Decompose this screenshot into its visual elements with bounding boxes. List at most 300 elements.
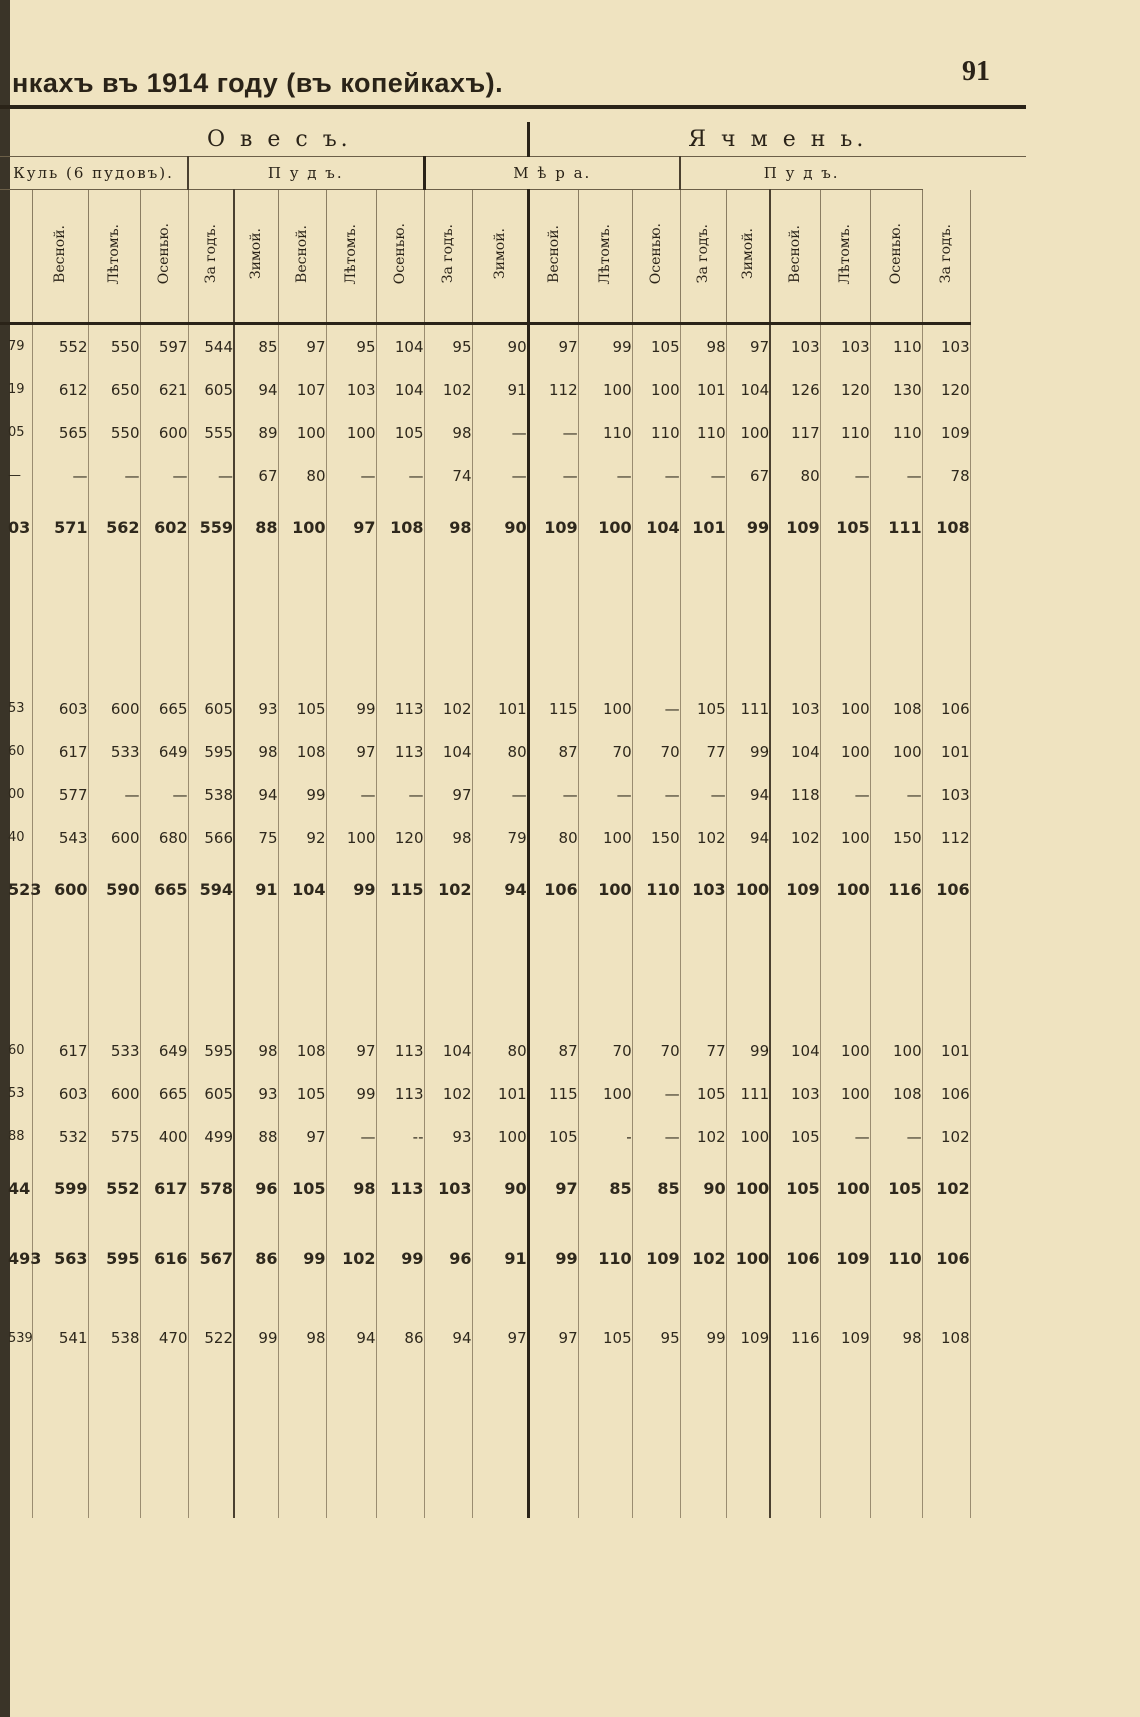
price-cell: — bbox=[326, 454, 376, 497]
price-cell: 110 bbox=[870, 324, 922, 369]
price-cell: 74 bbox=[424, 454, 472, 497]
price-cell bbox=[278, 1378, 326, 1518]
season-label: Осенью. bbox=[888, 223, 905, 285]
price-cell: 565 bbox=[32, 411, 88, 454]
price-cell: 567 bbox=[188, 1218, 234, 1298]
price-cell: 105 bbox=[820, 497, 870, 557]
price-cell: 599 bbox=[32, 1158, 88, 1218]
price-cell: 99 bbox=[326, 687, 376, 730]
price-cell bbox=[32, 1378, 88, 1518]
price-cell: 109 bbox=[726, 1298, 770, 1378]
price-cell bbox=[376, 557, 424, 687]
price-cell: 595 bbox=[188, 730, 234, 773]
price-cell: 603 bbox=[32, 1072, 88, 1115]
season-header bbox=[820, 190, 870, 324]
price-cell: 93 bbox=[234, 1072, 278, 1115]
price-cell: 104 bbox=[726, 368, 770, 411]
price-cell: 94 bbox=[326, 1298, 376, 1378]
price-cell bbox=[278, 919, 326, 1029]
price-cell: 100 bbox=[870, 1029, 922, 1072]
row-label-fragment: 79 bbox=[0, 324, 32, 369]
price-cell: 98 bbox=[870, 1298, 922, 1378]
price-cell: 649 bbox=[140, 730, 188, 773]
price-cell: 130 bbox=[870, 368, 922, 411]
season-label: Осенью. bbox=[392, 223, 408, 285]
price-cell: 115 bbox=[528, 1072, 578, 1115]
price-cell: 110 bbox=[632, 859, 680, 919]
price-cell: 101 bbox=[922, 730, 970, 773]
price-cell: 98 bbox=[326, 1158, 376, 1218]
price-cell: — bbox=[632, 773, 680, 816]
row-label-fragment: 05 bbox=[0, 411, 32, 454]
price-cell bbox=[820, 1378, 870, 1518]
price-cell bbox=[140, 557, 188, 687]
top-rule bbox=[0, 105, 1026, 109]
price-cell: 108 bbox=[922, 497, 970, 557]
price-cell: 113 bbox=[376, 1158, 424, 1218]
price-cell bbox=[726, 1378, 770, 1518]
row-label-fragment: 53 bbox=[0, 687, 32, 730]
price-cell: 80 bbox=[528, 816, 578, 859]
price-cell: 650 bbox=[88, 368, 140, 411]
price-cell: 605 bbox=[188, 368, 234, 411]
price-cell: 665 bbox=[140, 1072, 188, 1115]
price-cell: 97 bbox=[472, 1298, 528, 1378]
season-label: Зимой. bbox=[491, 228, 508, 280]
price-cell: 110 bbox=[870, 1218, 922, 1298]
row-label-fragment bbox=[0, 557, 32, 687]
price-cell: 103 bbox=[680, 859, 726, 919]
price-cell: 550 bbox=[88, 324, 140, 369]
season-label: За годъ. bbox=[202, 224, 219, 284]
price-cell: 75 bbox=[234, 816, 278, 859]
season-label: Осенью. bbox=[648, 223, 665, 285]
price-cell: 605 bbox=[188, 687, 234, 730]
table-row bbox=[0, 324, 1026, 369]
season-header bbox=[632, 190, 680, 324]
price-cell bbox=[632, 557, 680, 687]
price-cell: 98 bbox=[680, 324, 726, 369]
unit-header-row bbox=[0, 157, 1026, 190]
price-cell: — bbox=[578, 773, 632, 816]
price-cell: 97 bbox=[424, 773, 472, 816]
price-cell: 80 bbox=[472, 730, 528, 773]
price-cell: 77 bbox=[680, 1029, 726, 1072]
price-cell: 85 bbox=[234, 324, 278, 369]
price-cell: 100 bbox=[578, 687, 632, 730]
price-cell: 98 bbox=[234, 730, 278, 773]
price-cell: 103 bbox=[922, 773, 970, 816]
price-cell: — bbox=[680, 454, 726, 497]
price-cell bbox=[424, 919, 472, 1029]
price-cell: 113 bbox=[376, 1029, 424, 1072]
price-cell: 555 bbox=[188, 411, 234, 454]
price-cell: 100 bbox=[726, 1115, 770, 1158]
row-label-fragment: 88 bbox=[0, 1115, 32, 1158]
price-cell: — bbox=[88, 773, 140, 816]
price-cell: 70 bbox=[632, 1029, 680, 1072]
price-cell: 80 bbox=[770, 454, 820, 497]
table-row bbox=[0, 1158, 1026, 1218]
price-cell: 108 bbox=[870, 687, 922, 730]
price-cell: 99 bbox=[278, 1218, 326, 1298]
season-header bbox=[870, 190, 922, 324]
price-cell: 67 bbox=[234, 454, 278, 497]
table-row bbox=[0, 557, 1026, 687]
price-cell bbox=[820, 557, 870, 687]
price-cell: — bbox=[140, 773, 188, 816]
price-cell: 113 bbox=[376, 730, 424, 773]
price-cell: 102 bbox=[770, 816, 820, 859]
price-cell: 600 bbox=[32, 859, 88, 919]
season-header bbox=[326, 190, 376, 324]
price-cell bbox=[528, 557, 578, 687]
unit-header: П у д ъ. bbox=[680, 157, 922, 190]
price-cell: 100 bbox=[726, 859, 770, 919]
price-cell: 90 bbox=[472, 324, 528, 369]
price-cell: — bbox=[870, 773, 922, 816]
price-cell: — bbox=[326, 1115, 376, 1158]
price-cell: 94 bbox=[234, 368, 278, 411]
price-cell: 97 bbox=[326, 1029, 376, 1072]
price-cell: 100 bbox=[578, 368, 632, 411]
table-row bbox=[0, 454, 1026, 497]
price-cell: — bbox=[820, 773, 870, 816]
price-cell bbox=[922, 919, 970, 1029]
price-cell: 102 bbox=[326, 1218, 376, 1298]
price-cell bbox=[278, 557, 326, 687]
unit-header: П у д ъ. bbox=[188, 157, 424, 190]
season-header bbox=[188, 190, 234, 324]
price-cell: 115 bbox=[528, 687, 578, 730]
price-cell: 118 bbox=[770, 773, 820, 816]
season-label: За годъ. bbox=[440, 224, 456, 284]
table-row bbox=[0, 816, 1026, 859]
price-cell: — bbox=[528, 773, 578, 816]
table-row bbox=[0, 368, 1026, 411]
price-cell: 90 bbox=[680, 1158, 726, 1218]
price-cell bbox=[188, 919, 234, 1029]
price-cell: 102 bbox=[424, 1072, 472, 1115]
season-header bbox=[680, 190, 726, 324]
row-label-fragment: 523 bbox=[0, 859, 32, 919]
row-label-fragment: 40 bbox=[0, 816, 32, 859]
price-cell: 108 bbox=[278, 1029, 326, 1072]
price-cell: 98 bbox=[424, 816, 472, 859]
price-cell: 87 bbox=[528, 730, 578, 773]
price-cell: 100 bbox=[820, 1029, 870, 1072]
price-cell: 94 bbox=[726, 816, 770, 859]
price-cell bbox=[472, 919, 528, 1029]
price-cell: 100 bbox=[726, 1218, 770, 1298]
price-cell: 665 bbox=[140, 859, 188, 919]
price-cell bbox=[376, 919, 424, 1029]
price-cell: 543 bbox=[32, 816, 88, 859]
price-cell: 105 bbox=[528, 1115, 578, 1158]
price-cell bbox=[32, 919, 88, 1029]
price-cell: 97 bbox=[528, 324, 578, 369]
price-cell: — bbox=[578, 454, 632, 497]
price-cell: 594 bbox=[188, 859, 234, 919]
price-cell: 590 bbox=[88, 859, 140, 919]
price-cell: 112 bbox=[528, 368, 578, 411]
price-cell: 105 bbox=[578, 1298, 632, 1378]
price-cell: — bbox=[870, 454, 922, 497]
price-cell: 100 bbox=[278, 411, 326, 454]
price-cell: 101 bbox=[680, 368, 726, 411]
price-cell: 120 bbox=[376, 816, 424, 859]
price-cell: 550 bbox=[88, 411, 140, 454]
table-row bbox=[0, 1115, 1026, 1158]
price-cell: 108 bbox=[376, 497, 424, 557]
season-label: Весной. bbox=[545, 225, 562, 283]
price-cell: 102 bbox=[424, 859, 472, 919]
price-cell: 111 bbox=[870, 497, 922, 557]
price-cell: 109 bbox=[770, 859, 820, 919]
price-cell: — bbox=[32, 454, 88, 497]
table-row bbox=[0, 919, 1026, 1029]
running-title: нкахъ въ 1914 году (въ копейкахъ). bbox=[12, 68, 504, 98]
table-row bbox=[0, 1072, 1026, 1115]
price-cell: 100 bbox=[870, 730, 922, 773]
price-cell: — bbox=[820, 454, 870, 497]
price-cell bbox=[680, 1378, 726, 1518]
price-cell: 107 bbox=[278, 368, 326, 411]
price-cell: 538 bbox=[88, 1298, 140, 1378]
price-cell: 94 bbox=[424, 1298, 472, 1378]
price-cell: 99 bbox=[726, 1029, 770, 1072]
price-cell: 106 bbox=[770, 1218, 820, 1298]
price-cell: 100 bbox=[820, 730, 870, 773]
table-row bbox=[0, 411, 1026, 454]
price-cell: 97 bbox=[326, 497, 376, 557]
price-cell: 108 bbox=[870, 1072, 922, 1115]
price-cell: — bbox=[88, 454, 140, 497]
price-cell: — bbox=[632, 1072, 680, 1115]
price-cell: 100 bbox=[820, 816, 870, 859]
price-cell: 102 bbox=[680, 1115, 726, 1158]
price-cell: 97 bbox=[278, 324, 326, 369]
price-cell: 94 bbox=[234, 773, 278, 816]
price-cell bbox=[234, 1378, 278, 1518]
price-cell: 150 bbox=[632, 816, 680, 859]
price-cell bbox=[140, 919, 188, 1029]
price-cell bbox=[424, 557, 472, 687]
price-cell: — bbox=[140, 454, 188, 497]
season-label: Весной. bbox=[52, 225, 68, 283]
price-cell: 85 bbox=[632, 1158, 680, 1218]
price-cell: 87 bbox=[528, 1029, 578, 1072]
price-cell: 559 bbox=[188, 497, 234, 557]
price-cell: 104 bbox=[376, 368, 424, 411]
season-header bbox=[922, 190, 970, 324]
season-header bbox=[578, 190, 632, 324]
price-cell: 617 bbox=[32, 1029, 88, 1072]
price-cell bbox=[632, 1378, 680, 1518]
price-cell: 100 bbox=[726, 411, 770, 454]
price-cell: 101 bbox=[680, 497, 726, 557]
price-cell: 116 bbox=[770, 1298, 820, 1378]
season-header bbox=[278, 190, 326, 324]
price-cell bbox=[188, 557, 234, 687]
unit-header: Куль (6 пудовъ). bbox=[0, 157, 188, 190]
price-cell: 617 bbox=[32, 730, 88, 773]
price-cell bbox=[578, 919, 632, 1029]
price-cell: 150 bbox=[870, 816, 922, 859]
price-cell: 595 bbox=[88, 1218, 140, 1298]
price-cell: 600 bbox=[88, 687, 140, 730]
price-cell: 105 bbox=[770, 1158, 820, 1218]
group-header: О в е с ъ. bbox=[32, 122, 528, 157]
price-cell: 597 bbox=[140, 324, 188, 369]
price-cell: 117 bbox=[770, 411, 820, 454]
price-cell: 90 bbox=[472, 497, 528, 557]
price-cell bbox=[140, 1378, 188, 1518]
price-cell: 616 bbox=[140, 1218, 188, 1298]
price-cell: 78 bbox=[922, 454, 970, 497]
price-cell: 103 bbox=[424, 1158, 472, 1218]
price-cell: 105 bbox=[278, 1072, 326, 1115]
price-cell: 538 bbox=[188, 773, 234, 816]
season-header bbox=[140, 190, 188, 324]
price-cell: 98 bbox=[424, 411, 472, 454]
price-cell: 109 bbox=[922, 411, 970, 454]
price-cell: 88 bbox=[234, 497, 278, 557]
price-cell: 563 bbox=[32, 1218, 88, 1298]
price-cell: 100 bbox=[278, 497, 326, 557]
price-cell: 106 bbox=[922, 1072, 970, 1115]
price-cell bbox=[726, 919, 770, 1029]
price-cell bbox=[680, 557, 726, 687]
price-cell bbox=[326, 919, 376, 1029]
price-cell: 77 bbox=[680, 730, 726, 773]
price-cell: 70 bbox=[578, 730, 632, 773]
price-cell: 110 bbox=[578, 411, 632, 454]
price-cell: 115 bbox=[376, 859, 424, 919]
price-cell: 100 bbox=[578, 859, 632, 919]
season-header-row bbox=[0, 190, 1026, 324]
price-cell: 116 bbox=[870, 859, 922, 919]
price-cell: 120 bbox=[922, 368, 970, 411]
price-cell: — bbox=[188, 454, 234, 497]
price-cell: — bbox=[472, 454, 528, 497]
price-cell bbox=[770, 919, 820, 1029]
price-cell: 110 bbox=[680, 411, 726, 454]
season-label: Зимой. bbox=[248, 228, 265, 280]
row-label-fragment: 03 bbox=[0, 497, 32, 557]
price-cell: 109 bbox=[528, 497, 578, 557]
price-cell: 112 bbox=[922, 816, 970, 859]
price-cell: 532 bbox=[32, 1115, 88, 1158]
season-label: Лѣтомъ. bbox=[597, 223, 614, 285]
table-row bbox=[0, 1298, 1026, 1378]
price-cell: 99 bbox=[726, 497, 770, 557]
price-cell: 649 bbox=[140, 1029, 188, 1072]
season-label: За годъ. bbox=[938, 224, 955, 284]
price-cell: 97 bbox=[528, 1158, 578, 1218]
price-cell bbox=[770, 557, 820, 687]
row-label-fragment: 60 bbox=[0, 730, 32, 773]
price-cell: 94 bbox=[726, 773, 770, 816]
price-cell: 600 bbox=[88, 1072, 140, 1115]
price-cell: 105 bbox=[680, 687, 726, 730]
price-cell: 101 bbox=[922, 1029, 970, 1072]
price-cell bbox=[32, 557, 88, 687]
price-cell: 600 bbox=[88, 816, 140, 859]
price-cell: 552 bbox=[32, 324, 88, 369]
price-cell: 400 bbox=[140, 1115, 188, 1158]
price-cell: 108 bbox=[922, 1298, 970, 1378]
group-header-row bbox=[0, 122, 1026, 157]
price-cell: — bbox=[632, 687, 680, 730]
price-cell: 100 bbox=[726, 1158, 770, 1218]
price-cell: 100 bbox=[578, 816, 632, 859]
price-cell: 103 bbox=[770, 1072, 820, 1115]
price-cell bbox=[326, 557, 376, 687]
price-cell: 67 bbox=[726, 454, 770, 497]
price-cell bbox=[234, 557, 278, 687]
price-cell: 566 bbox=[188, 816, 234, 859]
price-cell: 97 bbox=[326, 730, 376, 773]
price-cell bbox=[870, 557, 922, 687]
price-cell: 105 bbox=[376, 411, 424, 454]
price-cell: 617 bbox=[140, 1158, 188, 1218]
table-row bbox=[0, 1029, 1026, 1072]
season-label: Осенью. bbox=[156, 223, 172, 285]
page-number: 91 bbox=[962, 56, 990, 87]
season-header bbox=[770, 190, 820, 324]
price-cell bbox=[326, 1378, 376, 1518]
price-cell: 602 bbox=[140, 497, 188, 557]
price-cell: 98 bbox=[234, 1029, 278, 1072]
price-cell: 104 bbox=[632, 497, 680, 557]
price-cell: 111 bbox=[726, 1072, 770, 1115]
price-cell: — bbox=[632, 1115, 680, 1158]
price-cell: 120 bbox=[820, 368, 870, 411]
price-cell: 95 bbox=[632, 1298, 680, 1378]
price-cell bbox=[578, 1378, 632, 1518]
price-cell: 101 bbox=[472, 687, 528, 730]
price-cell: — bbox=[326, 773, 376, 816]
price-cell bbox=[528, 919, 578, 1029]
unit-header: М ѣ р а. bbox=[424, 157, 680, 190]
price-cell: 100 bbox=[578, 497, 632, 557]
price-cell: 104 bbox=[424, 1029, 472, 1072]
group-header: Я ч м е н ь. bbox=[528, 122, 1026, 157]
season-label: За годъ. bbox=[695, 224, 712, 284]
price-cell bbox=[188, 1378, 234, 1518]
price-cell: 578 bbox=[188, 1158, 234, 1218]
price-cell: 109 bbox=[820, 1298, 870, 1378]
price-cell: 571 bbox=[32, 497, 88, 557]
price-cell: 100 bbox=[820, 1072, 870, 1115]
price-cell: 109 bbox=[770, 497, 820, 557]
row-label-fragment: 60 bbox=[0, 1029, 32, 1072]
price-cell: 541 bbox=[32, 1298, 88, 1378]
season-header bbox=[234, 190, 278, 324]
price-cell bbox=[234, 919, 278, 1029]
price-cell bbox=[528, 1378, 578, 1518]
price-cell: 100 bbox=[820, 859, 870, 919]
price-cell bbox=[376, 1378, 424, 1518]
row-label-fragment: 539 bbox=[0, 1298, 32, 1378]
price-cell: 99 bbox=[578, 324, 632, 369]
price-cell bbox=[870, 919, 922, 1029]
price-cell: — bbox=[870, 1115, 922, 1158]
price-cell: 104 bbox=[770, 730, 820, 773]
price-cell: 105 bbox=[278, 687, 326, 730]
price-cell: 80 bbox=[278, 454, 326, 497]
